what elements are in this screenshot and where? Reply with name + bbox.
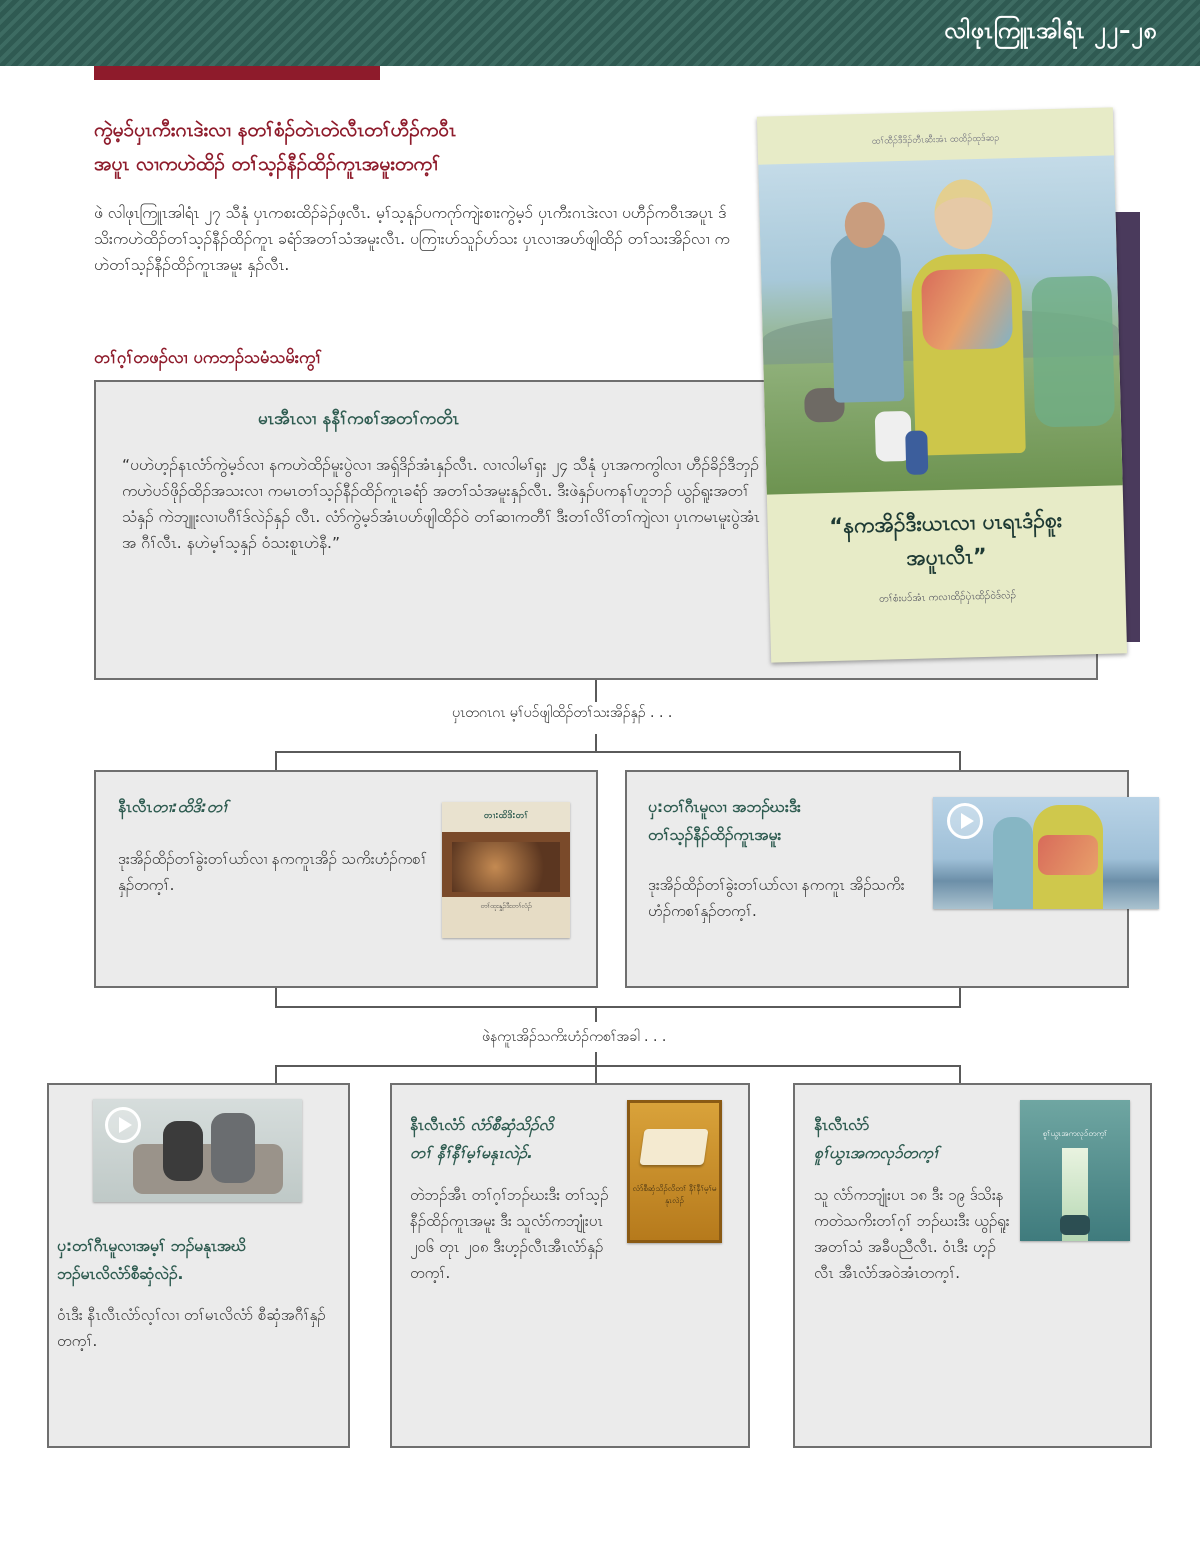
- connector-line: [959, 751, 961, 771]
- invitation-subtitle: တၢ်စံးပၥ်အံၤ ကလၢထိၣ်ပှဲၤထိၣ်ဝဲဒ်လဲၣ်: [878, 590, 1017, 605]
- sample-presentation-text: “ပဟဲဟ့ၣ်နၤလံာ်ကွဲမ့ၥ်လၢ နကဟဲထိၣ်မူးပွဲလၢ အရှ်ဒိၣ်အံၤနှၣ်လီၤ. လၢလါမၢ်ရှး ၂၄ သီနုံ ပှၤအကကွါလၢ ဟီၣ်ခိၣ်ဒီဘှၣ်ကဟဲပၥ်ဖိုၣ်ထိၣ်အသးလၢ ကမၤတၢ်သ့ၣ်နီၣ်ထိၣ်ကူၤခရံာ် အတၢ်သံအမူးနှၣ်လီၤ. ဒီးဖဲနှၣ်ပကနၢ်ဟူဘၣ် ယွၣ်ရူးအတၢ်သံနှၣ် ကဲဘျူးလၢပဂီၢ်ဒ်လဲၣ်နှၣ် လီၤ. လံာ်ကွဲမ့ၥ်အံၤပဟ်ဖျါထိၣ်ဝဲ တၢ်ဆၢကတီၢ် ဒီးတၢ်လိၢ်တၢ်ကျဲလၢ ပှၤကမၤမူးပွဲအံၤအ ဂီၢ်လီၤ. နဟဲမ့ၢ်သ့နှၣ် ဝံသးစူၤဟဲနီ.”: [122, 456, 760, 552]
- invitation-cover-photo: [758, 155, 1123, 494]
- card-bible-study-video-title: ပှ:တၢ်ဂီၤမူလၢအမ့ၢ် ဘၣ်မနုၤအဃိ ဘၣ်မၤလိလံာ်စီဆှံလဲၣ်.: [57, 1237, 247, 1283]
- play-icon[interactable]: [947, 803, 983, 839]
- invitation-title-line-2: အပူၤလီၤ”: [905, 543, 988, 570]
- card-memorial-video-title: ပှ:တၢ်ဂီၤမူလၢ အဘၣ်ဃးဒီး တၢ်သ့ၣ်နီၣ်ထိၣ်ကူၤအမူး: [648, 798, 801, 844]
- top-banner: [0, 0, 1200, 66]
- play-icon[interactable]: [105, 1107, 141, 1143]
- card-bible-teach-book-title: နီၤလီၤလံာ် လံာ်စီဆှံသိၣ်လိ တၢ် နီၢ်နီၢ်မ့ၢ်မနုၤလဲၣ်.: [410, 1116, 554, 1162]
- connector-line: [595, 1065, 597, 1085]
- card-magazine-text: ဒုးအိၣ်ထိၣ်တၢ်ခွဲးတၢ်ယာ်လၢ နကကူၤအိၣ် သကိးဟံၣ်ကစၢ်နှၣ်တက့ၢ်.: [118, 850, 427, 894]
- connector-line: [595, 1006, 597, 1022]
- connector-label-interest: ပှၤတဂၤဂၤ မ့ၢ်ပၥ်ဖျါထိၣ်တၢ်သးအိၣ်နှၣ် . . .: [452, 705, 673, 721]
- invitation-title-line-1: “နကအိၣ်ဒီးယၤလၢ ပၤရၤဒံၣ်စူး: [828, 507, 1063, 538]
- card-bible-study-video-text: ဝံၤဒီး နီၤလီၤလံာ်လ့ၢ်လၢ တၢ်မၤလိလံာ် စီဆှံအဂီၢ်နှၣ်တက့ၢ်.: [57, 1306, 326, 1350]
- connector-line: [275, 751, 277, 771]
- watchtower-thumbnail-title: တၢ:ထိဒိ:တၢ်: [483, 811, 529, 821]
- card-memorial-video-text: ဒုးအိၣ်ထိၣ်တၢ်ခွဲးတၢ်ယာ်လၢ နကကူၤ အိၣ်သကိးဟံၣ်ကစၢ်နှၣ်တက့ၢ်.: [648, 876, 905, 920]
- bible-teach-book-thumbnail-title: လံာ်စီဆှံသိၣ်လိတၢ် နီၢ်နီၢ်မ့ၢ်မနုၤလဲၣ်: [632, 1184, 717, 1205]
- connector-line: [595, 680, 597, 702]
- family-figure: [1060, 1215, 1090, 1235]
- people-figures: [1031, 276, 1115, 428]
- connector-line: [275, 751, 961, 753]
- child-figure: [905, 430, 928, 475]
- connector-line: [275, 1006, 961, 1008]
- memorial-video-thumbnail[interactable]: [933, 797, 1159, 909]
- card-magazine-title: နီၤလီၤတၢ:ထိဒိ:တၢ်: [118, 798, 229, 816]
- bible-study-video-thumbnail[interactable]: [93, 1099, 302, 1202]
- watchtower-thumbnail: [442, 802, 570, 938]
- card-good-news-brochure-text: သူ လံာ်ကဘျုံးပၤ ၁၈ ဒီး ၁၉ ဒ်သိးနကတဲသကိးတၢ်ဂ့ၢ် ဘၣ်ဃးဒီး ယွၣ်ရူးအတၢ်သံ အခီပညီလီၤ. ဝံၤဒီး ဟ့ၣ်လီၤ အီၤလံာ်အဝဲအံၤတက့ၢ်.: [814, 1186, 1010, 1282]
- good-news-brochure-thumbnail-title: စူၢ်ယွၤအကလုၥ်တက့ၢ်: [1042, 1129, 1108, 1138]
- invitation-title: [785, 502, 1107, 578]
- man-figure: [830, 231, 904, 403]
- bible-teach-book-thumbnail: [627, 1100, 722, 1243]
- connector-line: [595, 1052, 597, 1066]
- review-subheading: တၢ်ဂ့ၢ်တဖၣ်လၢ ပကဘၣ်သမံသမိးကွၢ်: [94, 348, 322, 367]
- connector-label-return-visit: ဖဲနကူၤအိၣ်သကိးဟံၣ်ကစၢ်အခါ . . .: [482, 1029, 667, 1045]
- card-bible-teach-book-text: တဲဘၣ်အီၤ တၢ်ဂ့ၢ်ဘၣ်ဃးဒီး တၢ်သ့ၣ်နီၣ်ထိၣ်ကူၤအမူး ဒီး သူလံာ်ကဘျုံးပၤ ၂၀၆ တုၤ ၂၀၈ ဒီးဟ့ၣ်လီၤအီၤလံာ်နှၣ် တက့ၢ်.: [410, 1186, 609, 1282]
- heading-line-2: အပူၤ လၢကဟဲထိၣ် တၢ်သ့ၣ်နီၣ်ထိၣ်ကူၤအမူးတက့ၢ်: [94, 153, 440, 175]
- intro-paragraph: ဖဲ လါဖုၤကြူၤအါရံၤ ၂၇ သီနုံ ပှၤကစးထိၣ်ခဲၣ်ဖှလီၤ. မ့ၢ်သ့နုၣ်ပကဂုာ်ကျဲးစၢးကွဲမ့ၥ် ပှၤကီးဂၤဒဲးလၢ ပဟီၣ်ကဝီၤအပူၤ ဒ်သိးကဟဲထိၣ်တၢ်သ့ၣ်နီၣ်ထိၣ်ကူၤ ခရံာ်အတၢ်သံအမူးလီၤ. ပကြၢးဟ်သူၣ်ဟ်သး ပှၤလၢအဟ်ဖျါထိၣ် တၢ်သးအိၣ်လၢ ကဟဲတၢ်သ့ၣ်နီၣ်ထိၣ်ကူၤအမူး နှၣ်လီၤ.: [94, 204, 730, 274]
- connector-line: [959, 988, 961, 1008]
- accent-bar: [94, 66, 380, 80]
- sample-presentation-title: မၤအီၤလၢ နနီၢ်ကစၢ်အတၢ်ကတိၤ: [258, 409, 460, 429]
- heading-line-1: ကွဲမ့ၥ်ပှၤကီးဂၤဒဲးလၢ နတၢ်စံၣ်တဲၤတဲလီၤတၢ်ဟီၣ်ကဝီၤ: [94, 119, 457, 141]
- connector-line: [275, 988, 277, 1008]
- week-date-range: လါဖုၤကြူၤအါရံၤ ၂၂–၂၈: [944, 18, 1158, 44]
- connector-line: [595, 734, 597, 752]
- watchtower-thumbnail-caption: တၢ်ထုးနှုၣ်ဒီးတၢ်လံၣ်: [480, 902, 532, 910]
- good-news-brochure-thumbnail: [1020, 1100, 1130, 1241]
- card-good-news-brochure-title: နီၤလီၤလံာ် စူၢ်ယွၤအကလုၥ်တက့ၢ်: [814, 1116, 940, 1162]
- connector-line: [275, 1065, 961, 1067]
- invitation-cover: [757, 107, 1127, 662]
- connector-line: [275, 1065, 277, 1085]
- section-heading: [94, 113, 734, 181]
- connector-line: [959, 1065, 961, 1085]
- open-bible-icon: [639, 1129, 708, 1165]
- invitation-top-text: ထၢ်ထီၣ်ဒီဒိၣ်တီၤဆီးအံၤ ထထိၣ်ထုဒ်ဆၣ: [871, 133, 1000, 147]
